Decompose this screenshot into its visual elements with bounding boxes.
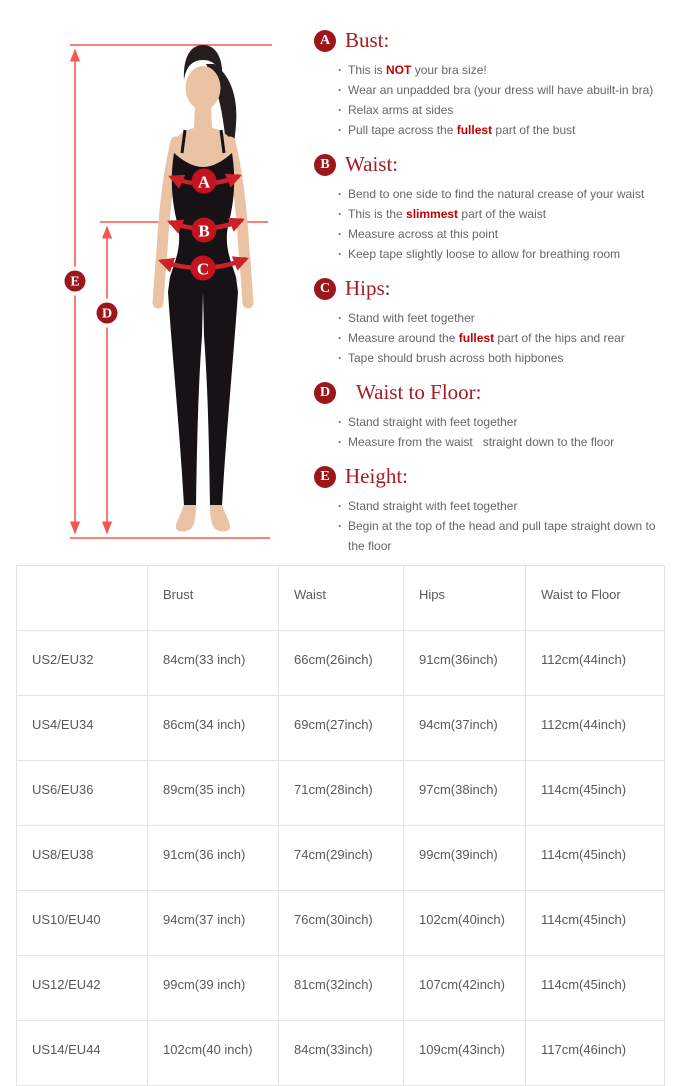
header-cell: Brust — [148, 566, 279, 631]
size-label-cell: US6/EU36 — [17, 761, 148, 826]
size-table-body — [17, 631, 665, 1086]
left-foot — [176, 505, 196, 532]
bullet-item — [338, 516, 672, 556]
measurement-cell: 102cm(40inch) — [404, 891, 526, 956]
bullet-text: Wear an unpadded bra (your dress will have abuilt-in bra) — [348, 83, 654, 97]
bullet-text: This is — [348, 63, 387, 77]
size-label-cell: US14/EU44 — [17, 1021, 148, 1086]
measurement-cell: 89cm(35 inch) — [148, 761, 279, 826]
figure-svg — [0, 0, 312, 558]
left-leg — [168, 292, 203, 506]
bullet-list-height — [314, 496, 672, 556]
measurement-cell: 112cm(44inch) — [526, 696, 665, 761]
measure-section-waist — [314, 152, 672, 264]
table-row — [17, 1021, 665, 1086]
bullet-text: your bra size! — [411, 63, 487, 77]
measurement-cell: 81cm(32inch) — [279, 956, 404, 1021]
height-badge-letter: E — [70, 274, 80, 290]
bullet-item — [338, 184, 672, 204]
highlighted-text: NOT — [386, 63, 412, 77]
measurement-cell: 99cm(39inch) — [404, 826, 526, 891]
section-header-bust — [314, 28, 672, 53]
header-cell: Waist — [279, 566, 404, 631]
bullet-text: Keep tape slightly loose to allow for breathing room — [348, 247, 621, 261]
bullet-text: Measure around the — [348, 331, 459, 345]
bullet-text: part of the hips and rear — [494, 331, 625, 345]
bullet-item — [338, 496, 672, 516]
measurement-cell: 69cm(27inch) — [279, 696, 404, 761]
size-label-cell: US12/EU42 — [17, 956, 148, 1021]
bullet-item — [338, 328, 672, 348]
bullet-text: Tape should brush across both hipbones — [348, 351, 564, 365]
bullet-text: Relax arms at sides — [348, 103, 454, 117]
bullet-item — [338, 60, 672, 80]
section-header-height — [314, 464, 672, 489]
bullet-item — [338, 412, 672, 432]
bullet-item — [338, 224, 672, 244]
bullet-item — [338, 432, 672, 452]
size-table-head — [17, 566, 665, 631]
measurement-cell: 97cm(38inch) — [404, 761, 526, 826]
measure-section-waist-to-floor — [314, 380, 672, 452]
measure-section-bust — [314, 28, 672, 140]
measurement-cell: 107cm(42inch) — [404, 956, 526, 1021]
section-title-hips: Hips: — [345, 276, 391, 300]
bullet-text: Stand with feet together — [348, 311, 475, 325]
bullet-text: This is the — [348, 207, 407, 221]
highlighted-text: fullest — [456, 123, 493, 137]
bullet-text: part of the bust — [492, 123, 576, 137]
section-badge-d: D — [314, 382, 336, 404]
bullet-text: Measure from the waist straight down to the floor — [348, 435, 615, 449]
measurement-cell: 114cm(45inch) — [526, 761, 665, 826]
measurement-figure — [0, 0, 312, 558]
bullet-item — [338, 308, 672, 328]
bullet-text: Stand straight with feet together — [348, 415, 518, 429]
section-badge-e: E — [314, 466, 336, 488]
bullet-item — [338, 80, 672, 100]
measurement-cell: 94cm(37 inch) — [148, 891, 279, 956]
measurement-cell: 109cm(43inch) — [404, 1021, 526, 1086]
size-label-cell: US10/EU40 — [17, 891, 148, 956]
table-row — [17, 696, 665, 761]
waist-marker-letter: B — [198, 221, 210, 241]
highlighted-text: fullest — [458, 331, 495, 345]
table-row — [17, 761, 665, 826]
table-row — [17, 631, 665, 696]
measurement-cell: 99cm(39 inch) — [148, 956, 279, 1021]
right-foot — [210, 505, 230, 532]
size-label-cell: US8/EU38 — [17, 826, 148, 891]
highlighted-text: slimmest — [406, 207, 459, 221]
section-badge-b: B — [314, 154, 336, 176]
size-label-cell: US4/EU34 — [17, 696, 148, 761]
section-title-height: Height: — [345, 464, 408, 488]
bullet-item — [338, 348, 672, 368]
section-header-waist — [314, 152, 672, 177]
header-cell: Waist to Floor — [526, 566, 665, 631]
measurement-cell: 112cm(44inch) — [526, 631, 665, 696]
measurement-cell: 102cm(40 inch) — [148, 1021, 279, 1086]
section-header-waist-to-floor — [314, 380, 672, 405]
instructions — [314, 28, 672, 568]
hips-marker-letter: C — [196, 259, 210, 279]
bullet-item — [338, 120, 672, 140]
measurement-cell: 84cm(33inch) — [279, 1021, 404, 1086]
bullet-item — [338, 204, 672, 224]
section-header-hips — [314, 276, 672, 301]
bullet-list-waist — [314, 184, 672, 264]
measurement-cell: 114cm(45inch) — [526, 891, 665, 956]
bullet-text: Pull tape across the — [348, 123, 457, 137]
measure-section-hips — [314, 276, 672, 368]
section-badge-c: C — [314, 278, 336, 300]
bullet-item — [338, 100, 672, 120]
measurement-cell: 117cm(46inch) — [526, 1021, 665, 1086]
section-title-waist: Waist: — [345, 152, 399, 176]
measure-section-height — [314, 464, 672, 556]
bullet-list-waist-to-floor — [314, 412, 672, 452]
header-cell-size — [17, 566, 148, 631]
measurement-cell: 76cm(30inch) — [279, 891, 404, 956]
bullet-list-bust — [314, 60, 672, 140]
measurement-cell: 114cm(45inch) — [526, 956, 665, 1021]
measurement-cell: 86cm(34 inch) — [148, 696, 279, 761]
measurement-cell: 91cm(36inch) — [404, 631, 526, 696]
bullet-text: part of the waist — [458, 207, 547, 221]
dimension-badges — [61, 267, 122, 328]
bullet-text: Stand straight with feet together — [348, 499, 518, 513]
measurement-cell: 66cm(26inch) — [279, 631, 404, 696]
right-leg — [203, 292, 238, 506]
bullet-text: Bend to one side to find the natural crease of your waist — [348, 187, 645, 201]
bullet-text: Measure across at this point — [348, 227, 499, 241]
size-label-cell: US2/EU32 — [17, 631, 148, 696]
model-silhouette — [158, 45, 248, 532]
size-table-header-row — [17, 566, 665, 631]
measurement-cell: 114cm(45inch) — [526, 826, 665, 891]
measurement-cell: 91cm(36 inch) — [148, 826, 279, 891]
bullet-list-hips — [314, 308, 672, 368]
bust-marker-letter: A — [197, 172, 211, 192]
section-title-bust: Bust: — [345, 28, 390, 52]
size-table — [16, 565, 665, 1086]
bullet-text: Begin at the top of the head and pull tape straight down to the floor — [348, 519, 659, 553]
table-row — [17, 956, 665, 1021]
measurement-cell: 74cm(29inch) — [279, 826, 404, 891]
measurement-cell: 94cm(37inch) — [404, 696, 526, 761]
section-title-waist-to-floor: Waist to Floor: — [356, 380, 482, 404]
measurement-cell: 84cm(33 inch) — [148, 631, 279, 696]
header-cell: Hips — [404, 566, 526, 631]
waist-floor-badge-letter: D — [101, 306, 113, 322]
measurement-cell: 71cm(28inch) — [279, 761, 404, 826]
bullet-item — [338, 244, 672, 264]
table-row — [17, 826, 665, 891]
section-badge-a: A — [314, 30, 336, 52]
table-row — [17, 891, 665, 956]
